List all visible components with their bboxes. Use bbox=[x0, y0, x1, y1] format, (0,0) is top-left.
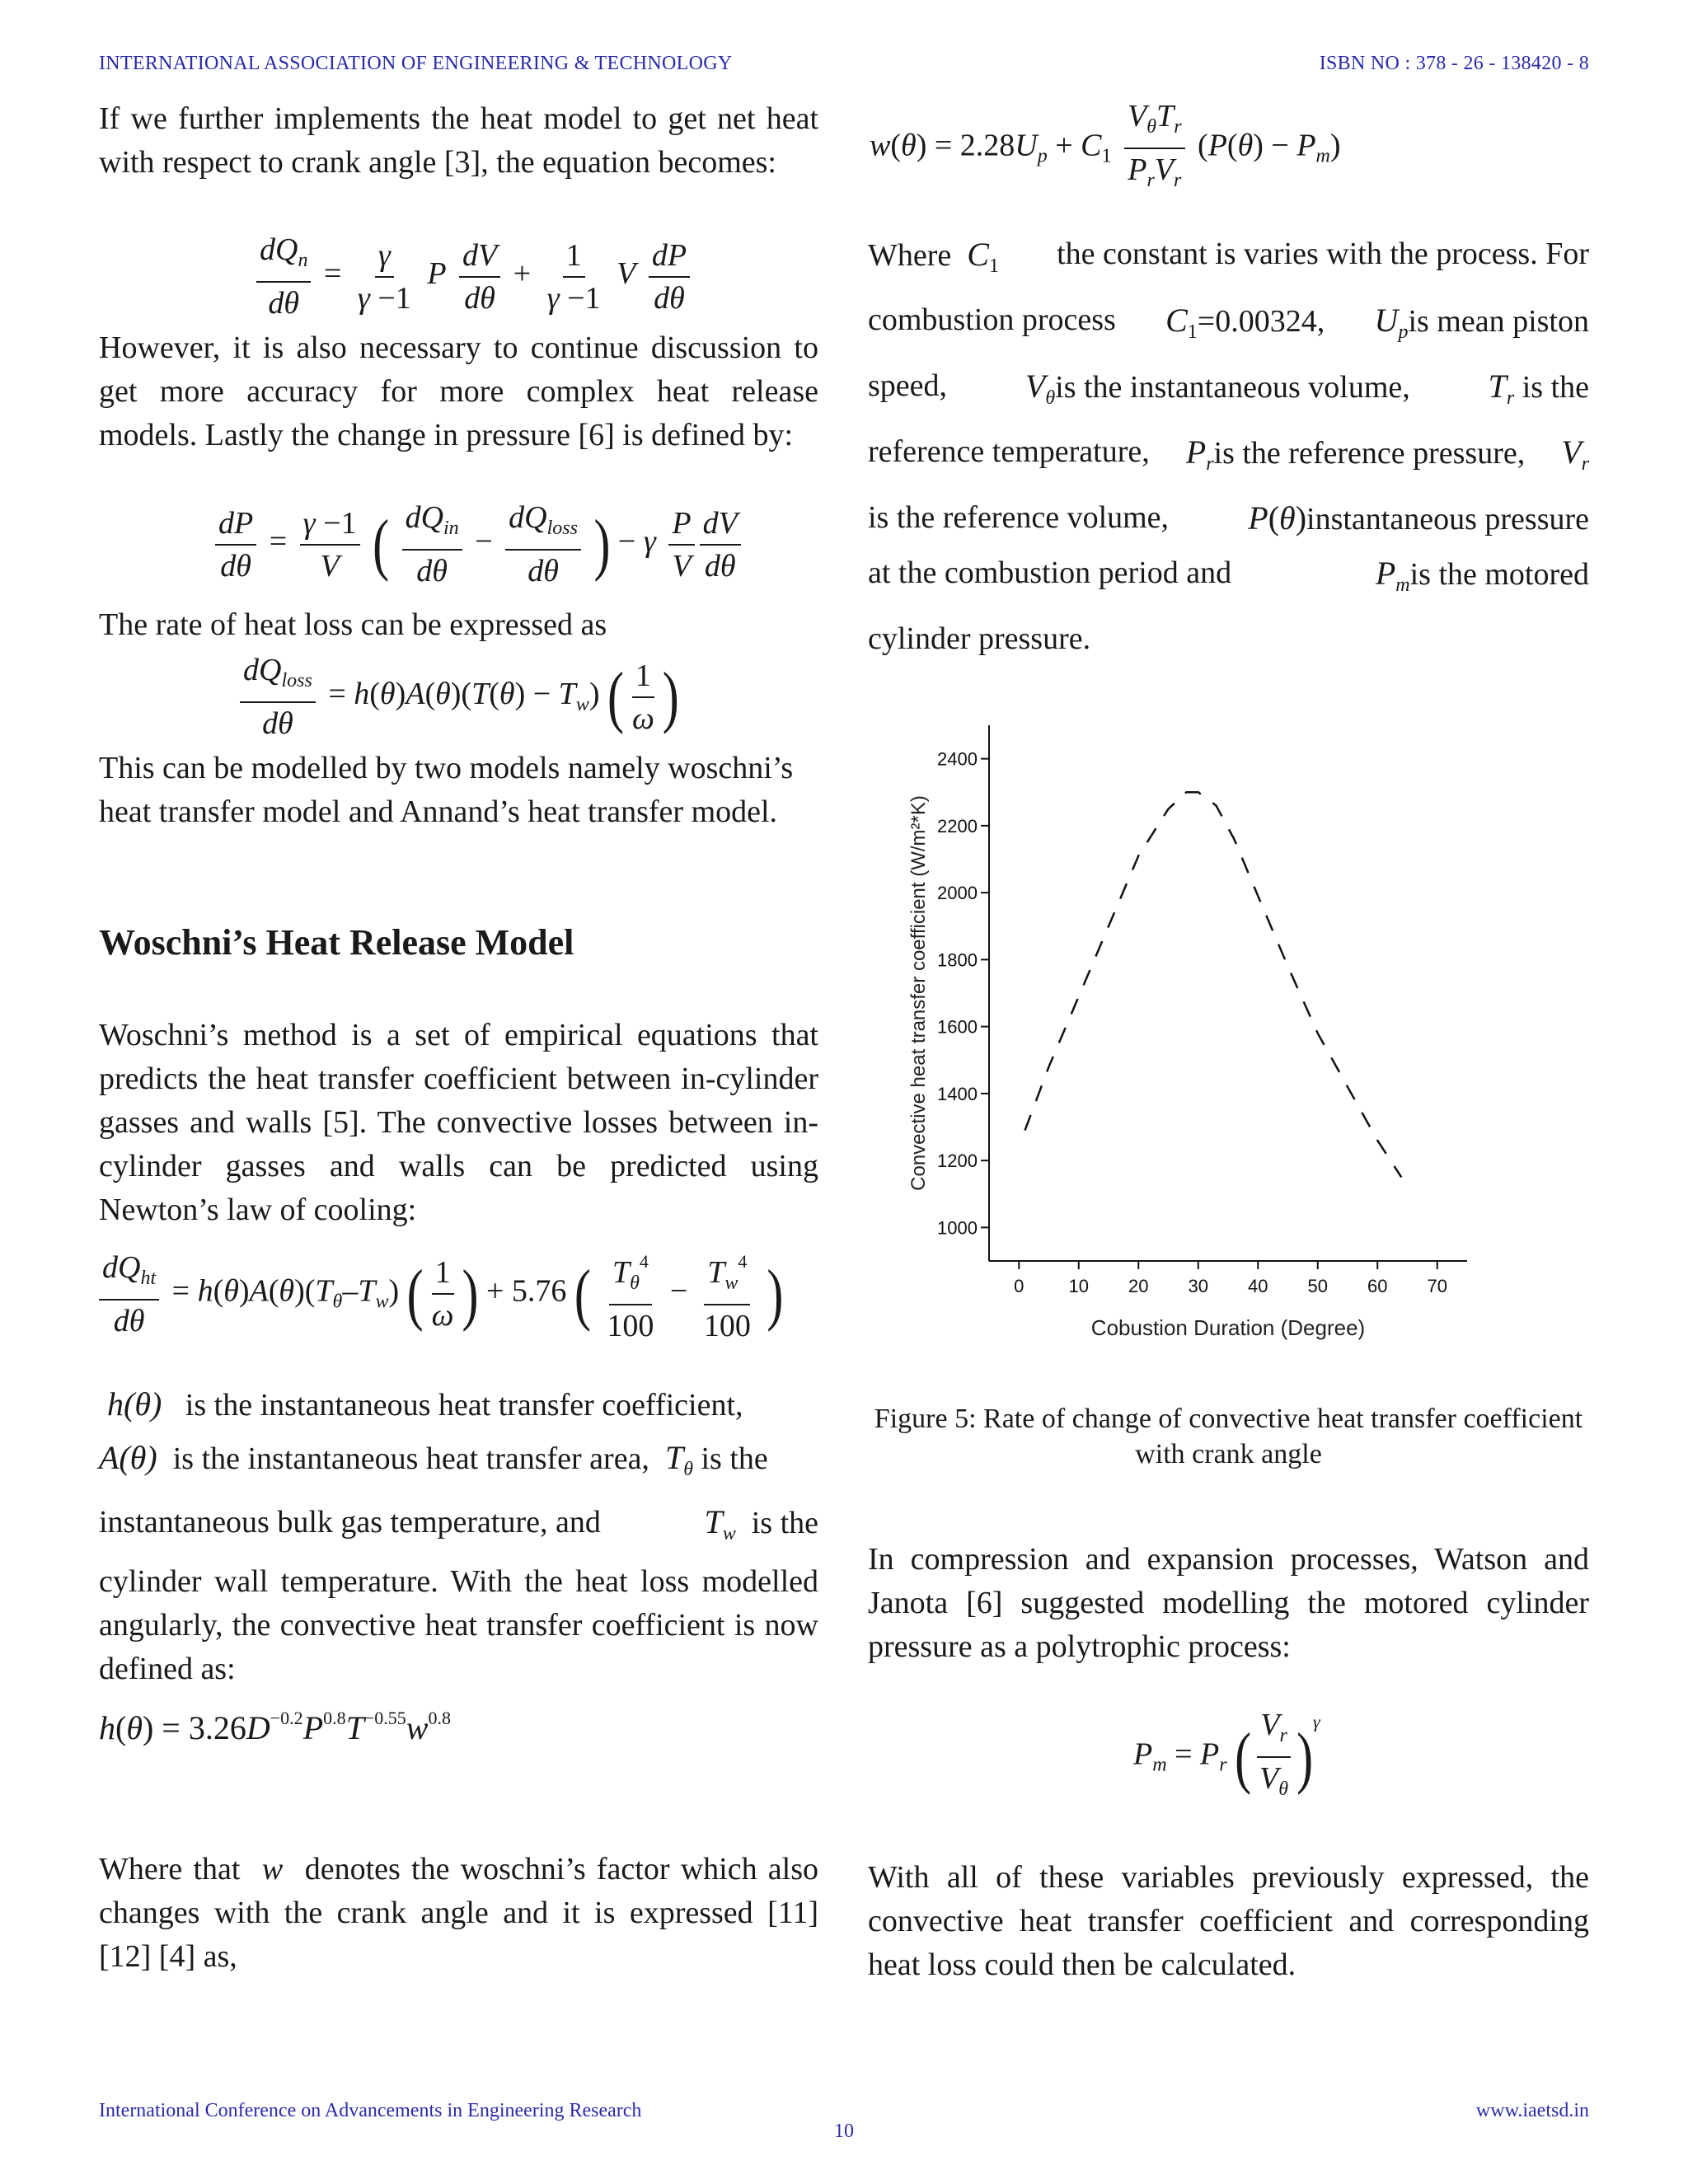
x-tick-label: 20 bbox=[1128, 1276, 1149, 1296]
text: reference temperature, bbox=[868, 434, 1150, 469]
x-axis-label: Cobustion Duration (Degree) bbox=[1090, 1315, 1366, 1340]
x-tick-label: 60 bbox=[1367, 1276, 1388, 1296]
series-line-h bbox=[1025, 792, 1402, 1177]
text: =0.00324, bbox=[1197, 304, 1325, 339]
y-tick-label: 1000 bbox=[937, 1217, 978, 1239]
equation-net-heat: $\frac{dQ_n}{d\theta}$ = $\frac{\gamma}{\gamma -1}$ P $\frac{dV}{d\theta}$ + $\frac{1}{\gamma -1}$ V $\frac{dP}{d\theta}$ bbox=[251, 231, 695, 322]
y-tick-label: 2400 bbox=[937, 748, 978, 770]
paragraph: With all of these variables previously expressed, the convective heat transfer coefficient and corresponding heat loss could then be calculated. bbox=[868, 1860, 1589, 1982]
page-number: 10 bbox=[834, 2121, 854, 2142]
x-tick-label: 70 bbox=[1427, 1276, 1447, 1296]
left-para-3 bbox=[99, 603, 818, 647]
equation-pressure-change: $\frac{dP}{d\theta}$ = $\frac{\gamma -1}{V}$ ( $\frac{dQ_{in}}{d\theta}$ − $\frac{dQ_{loss}}{d\theta}$ ) − γ $\frac{P}{V}$ $\frac{dV}{d\theta}$ bbox=[210, 499, 746, 590]
denominator: 100 bbox=[703, 1309, 751, 1343]
equation-h-theta: $h(\theta) = 3.26D^{-0.2}P^{0.8}T^{-0.55}w^{0.8}$ bbox=[99, 1708, 451, 1746]
x-tick-label: 40 bbox=[1248, 1276, 1268, 1296]
exponent: −0.55 bbox=[363, 1708, 406, 1728]
exponent: 0.8 bbox=[323, 1708, 346, 1728]
figure-caption: Figure 5: Rate of change of convective heat transfer coefficient with crank angle bbox=[874, 1404, 1583, 1469]
text: is the bbox=[751, 1506, 818, 1540]
denominator: 100 bbox=[607, 1309, 654, 1343]
text: at the combustion period and bbox=[868, 555, 1232, 590]
equation-newton-cooling: $\frac{dQ_{ht}}{d\theta}$ = $h(\theta)A(\theta)(T_\theta-T_w)$ ( $\frac{1}{\omega}$ ) + 5.76 ( $\frac{T_\theta^4}{100}$ − $\frac{T_w^4}{100}$ ) bbox=[99, 1243, 783, 1345]
equation-heat-loss: $\frac{dQ_{loss}}{d\theta}$ = $h(\theta)A(\theta)(T(\theta) - T_w)$ ( $\frac{1}{\omega}$ ) bbox=[235, 651, 679, 743]
x-tick-label: 30 bbox=[1188, 1276, 1208, 1296]
journal-header: INTERNATIONAL ASSOCIATION OF ENGINEERING & TECHNOLOGY bbox=[99, 53, 733, 74]
left-para-5 bbox=[99, 1014, 818, 1232]
y-tick-label: 1800 bbox=[937, 949, 978, 971]
text: is the bbox=[701, 1441, 768, 1476]
exponent: −0.2 bbox=[270, 1708, 303, 1728]
right-para-2 bbox=[868, 1538, 1589, 1669]
x-tick-label: 10 bbox=[1068, 1276, 1089, 1296]
conference-footer: International Conference on Advancements in Engineering Research bbox=[99, 2100, 642, 2121]
left-para-7: Where that w denotes the woschni’s factor which also changes with the crank angle and it is expressed [11] [12] [4] as, bbox=[99, 1852, 819, 1974]
paragraph: In compression and expansion processes, Watson and Janota [6] suggested modelling the motored cylinder pressure as a polytrophic process: bbox=[868, 1542, 1589, 1664]
section-heading: Woschni’s Heat Release Model bbox=[99, 922, 574, 963]
equation-motored-pressure: $P_m = P_r$ ( $\frac{V_r}{V_\theta}$ )$^\gamma$ bbox=[1133, 1708, 1320, 1800]
isbn-header: ISBN NO : 378 - 26 - 138420 - 8 bbox=[1319, 53, 1589, 74]
text: cylinder pressure. bbox=[868, 621, 1091, 656]
y-tick-label: 2000 bbox=[937, 883, 978, 904]
text: Where bbox=[868, 238, 952, 273]
text: cylinder wall temperature. With the heat loss modelled angularly, the convective heat transfer coefficient is now defined as: bbox=[99, 1564, 818, 1686]
left-para-4 bbox=[99, 747, 818, 834]
right-where-block: Where $C_1$ the constant is varies with the process. For combustion process $C_1=0.00324$, $U_pis$ mean piston speed, $V_\theta is$ the instantaneous volume, $T_r$ is the reference temperature, $P_ris$ the reference pressure, $V_r$ is the reference volume, P(θ)instantaneous pressure at the combustion period and $P_mis$ the motored cylinder pressure. bbox=[868, 227, 1589, 666]
convective-heat-chart bbox=[890, 709, 1484, 1368]
text: is the reference pressure, bbox=[1213, 436, 1526, 471]
x-tick-label: 50 bbox=[1307, 1276, 1328, 1296]
x-tick-label: 0 bbox=[1014, 1276, 1025, 1296]
text: is the instantaneous volume, bbox=[1055, 370, 1410, 405]
text: is the instantaneous heat transfer area, bbox=[172, 1441, 649, 1476]
text: Where that bbox=[99, 1852, 241, 1886]
text: is mean piston bbox=[1408, 304, 1589, 339]
paragraph: However, it is also necessary to continue discussion to get more accuracy for more complex heat release models. Lastly the change in pressure [6] is defined by: bbox=[99, 330, 818, 452]
left-para-1 bbox=[99, 97, 818, 185]
text: is the instantaneous heat transfer coefficient, bbox=[185, 1388, 743, 1422]
equation-woschni-factor: $w(\theta) = 2.28U_p + C_1$ $\frac{V_\theta T_r}{P_rV_r}$ $(P(\theta) - P_m)$ bbox=[870, 99, 1341, 191]
text: is the bbox=[1522, 370, 1589, 405]
y-tick-label: 1200 bbox=[937, 1151, 978, 1172]
text: speed, bbox=[868, 368, 948, 403]
y-tick-label: 1600 bbox=[937, 1016, 978, 1038]
text: is the reference volume, bbox=[868, 500, 1170, 535]
paragraph: Woschni’s method is a set of empirical equations that predicts the heat transfer coefficient between in-cylinder gasses and walls [5]. The convective losses between in-cylinder gasses and walls can be predicted using Newton’s law of cooling: bbox=[99, 1018, 818, 1227]
y-axis-label: Convective heat transfer coefficient (W/m²*K) bbox=[907, 795, 930, 1191]
y-tick-label: 2200 bbox=[937, 815, 978, 837]
text: combustion process bbox=[868, 302, 1116, 337]
y-tick-label: 1400 bbox=[937, 1083, 978, 1104]
website-link[interactable]: www.iaetsd.in bbox=[1475, 2100, 1589, 2121]
paragraph: The rate of heat loss can be expressed as bbox=[99, 607, 607, 642]
text: the constant is varies with the process. For bbox=[1057, 237, 1589, 271]
left-para-2 bbox=[99, 326, 818, 457]
chart-axes bbox=[907, 725, 1467, 1340]
text: instantaneous bulk gas temperature, and bbox=[99, 1505, 601, 1540]
chart-series bbox=[1025, 792, 1402, 1177]
text: instantaneous pressure bbox=[1306, 502, 1589, 537]
paragraph: This can be modelled by two models namely woschni’s heat transfer model and Annand’s heat transfer model. bbox=[99, 751, 794, 829]
text: is the motored bbox=[1409, 557, 1589, 592]
right-para-3 bbox=[868, 1856, 1589, 1987]
left-para-6: h(θ) is the instantaneous heat transfer coefficient, A(θ) is the instantaneous heat transfer area, $T_\theta$ is the instantaneous bulk gas temperature, and $T_w$ is the cylinder wall temperature. With the heat loss modelled angularly, the convective heat transfer coefficient is now defined as: bbox=[99, 1378, 818, 1691]
exponent: 0.8 bbox=[428, 1708, 451, 1728]
coefficient: 5.76 bbox=[511, 1273, 567, 1309]
text: denotes the woschni’s factor which also changes with the crank angle and it is expressed [11] [12] [4] as, bbox=[99, 1852, 819, 1974]
paragraph: If we further implements the heat model to get net heat with respect to crank angle [3], the equation becomes: bbox=[99, 101, 818, 180]
